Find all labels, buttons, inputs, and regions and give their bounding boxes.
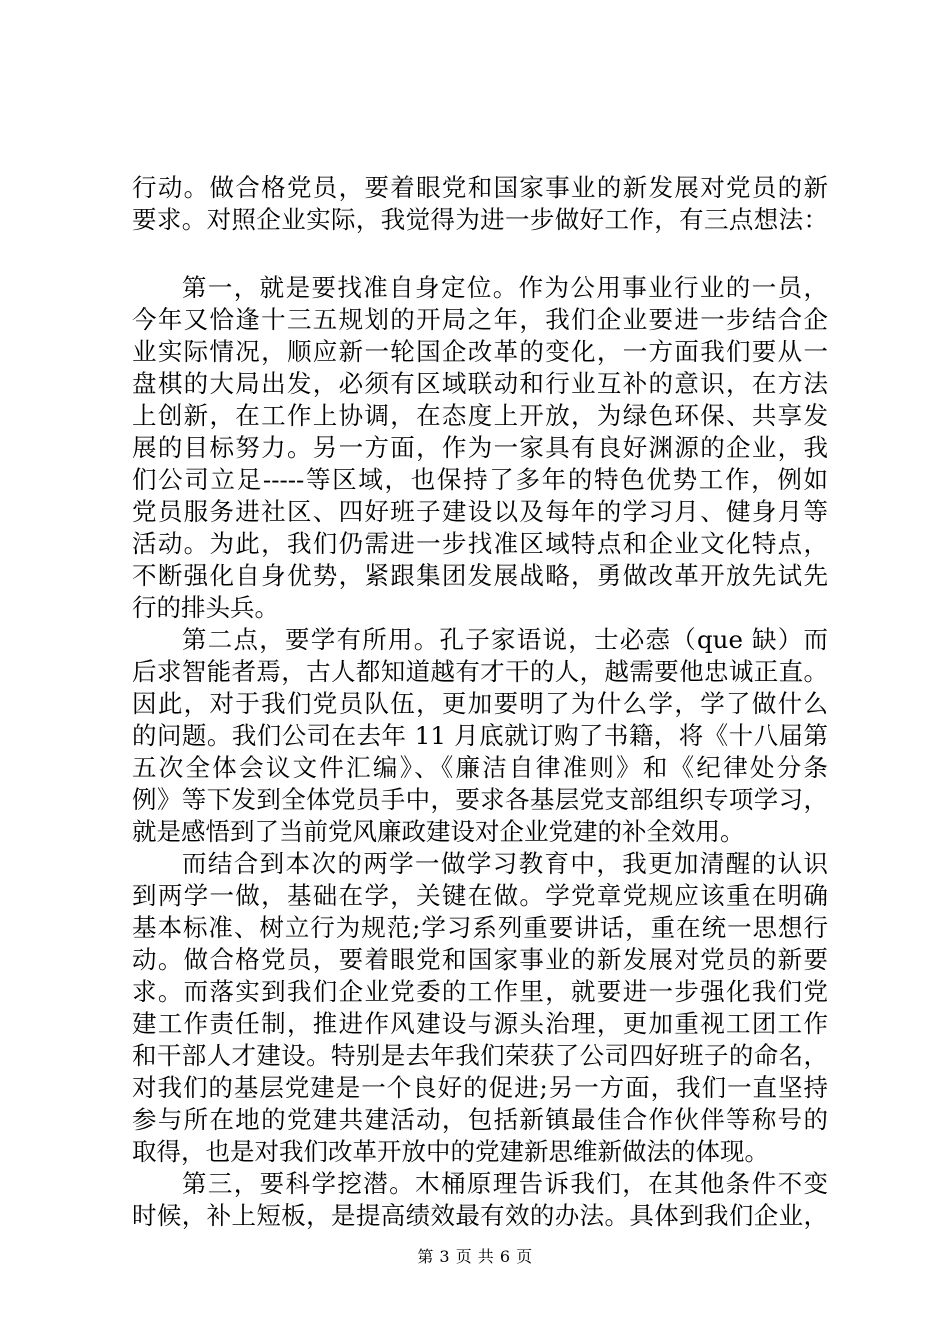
paragraph-first-line: 第二点，要学有所用。孔子家语说，士必悫（que 缺）而 [182,625,828,654]
text-line: 业实际情况，顺应新一轮国企改革的变化，一方面我们要从一 [132,337,828,366]
text-line: 因此，对于我们党员队伍，更加要明了为什么学，学了做什么 [132,689,828,718]
text-line: 展的目标努力。另一方面，作为一家具有良好渊源的企业，我 [132,433,828,462]
text-line: 行动。做合格党员，要着眼党和国家事业的新发展对党员的新 [132,173,828,202]
text-line: 上创新，在工作上协调，在态度上开放，为绿色环保、共享发 [132,401,828,430]
text-line: 就是感悟到了当前党风廉政建设对企业党建的补全效用。 [132,817,745,846]
text-line: 不断强化自身优势，紧跟集团发展战略，勇做改革开放先试先 [132,561,828,590]
text-line: 活动。为此，我们仍需进一步找准区域特点和企业文化特点， [132,529,828,558]
text-line: 行的排头兵。 [132,593,279,622]
text-line: 要求。对照企业实际，我觉得为进一步做好工作，有三点想法： [132,205,828,234]
paragraph-first-line: 第三，要科学挖潜。木桶原理告诉我们，在其他条件不变 [182,1169,828,1198]
text-line: 对我们的基层党建是一个良好的促进;另一方面，我们一直坚持 [132,1073,828,1102]
text-line: 基本标准、树立行为规范;学习系列重要讲话，重在统一思想行 [132,913,828,942]
text-line: 盘棋的大局出发，必须有区域联动和行业互补的意识，在方法 [132,369,828,398]
text-line: 的问题。我们公司在去年 11 月底就订购了书籍，将《十八届第 [132,721,828,750]
paragraph-first-line: 第一，就是要找准自身定位。作为公用事业行业的一员， [182,273,828,302]
text-line: 们公司立足-----等区域，也保持了多年的特色优势工作，例如 [132,465,828,494]
page-number-footer: 第 3 页 共 6 页 [417,1247,533,1266]
text-line: 参与所在地的党建共建活动，包括新镇最佳合作伙伴等称号的 [132,1105,828,1134]
text-line: 今年又恰逢十三五规划的开局之年，我们企业要进一步结合企 [132,305,828,334]
paragraph-first-line: 而结合到本次的两学一做学习教育中，我更加清醒的认识 [182,849,828,878]
text-line: 时候，补上短板，是提高绩效最有效的办法。具体到我们企业， [132,1201,828,1230]
text-line: 动。做合格党员，要着眼党和国家事业的新发展对党员的新要 [132,945,828,974]
text-line: 取得，也是对我们改革开放中的党建新思维新做法的体现。 [132,1137,769,1166]
paragraph-gap [132,236,828,272]
text-line: 到两学一做，基础在学，关键在做。学党章党规应该重在明确 [132,881,828,910]
text-line: 党员服务进社区、四好班子建设以及每年的学习月、健身月等 [132,497,828,526]
body-text [132,172,828,1232]
text-line: 例》等下发到全体党员手中，要求各基层党支部组织专项学习， [132,785,828,814]
text-line: 五次全体会议文件汇编》、《廉洁自律准则》和《纪律处分条 [132,753,828,782]
text-line: 后求智能者焉，古人都知道越有才干的人，越需要他忠诚正直。 [132,657,828,686]
text-line: 求。而落实到我们企业党委的工作里，就要进一步强化我们党 [132,977,828,1006]
text-line: 建工作责任制，推进作风建设与源头治理，更加重视工团工作 [132,1009,828,1038]
text-line: 和干部人才建设。特别是去年我们荣获了公司四好班子的命名， [132,1041,828,1070]
